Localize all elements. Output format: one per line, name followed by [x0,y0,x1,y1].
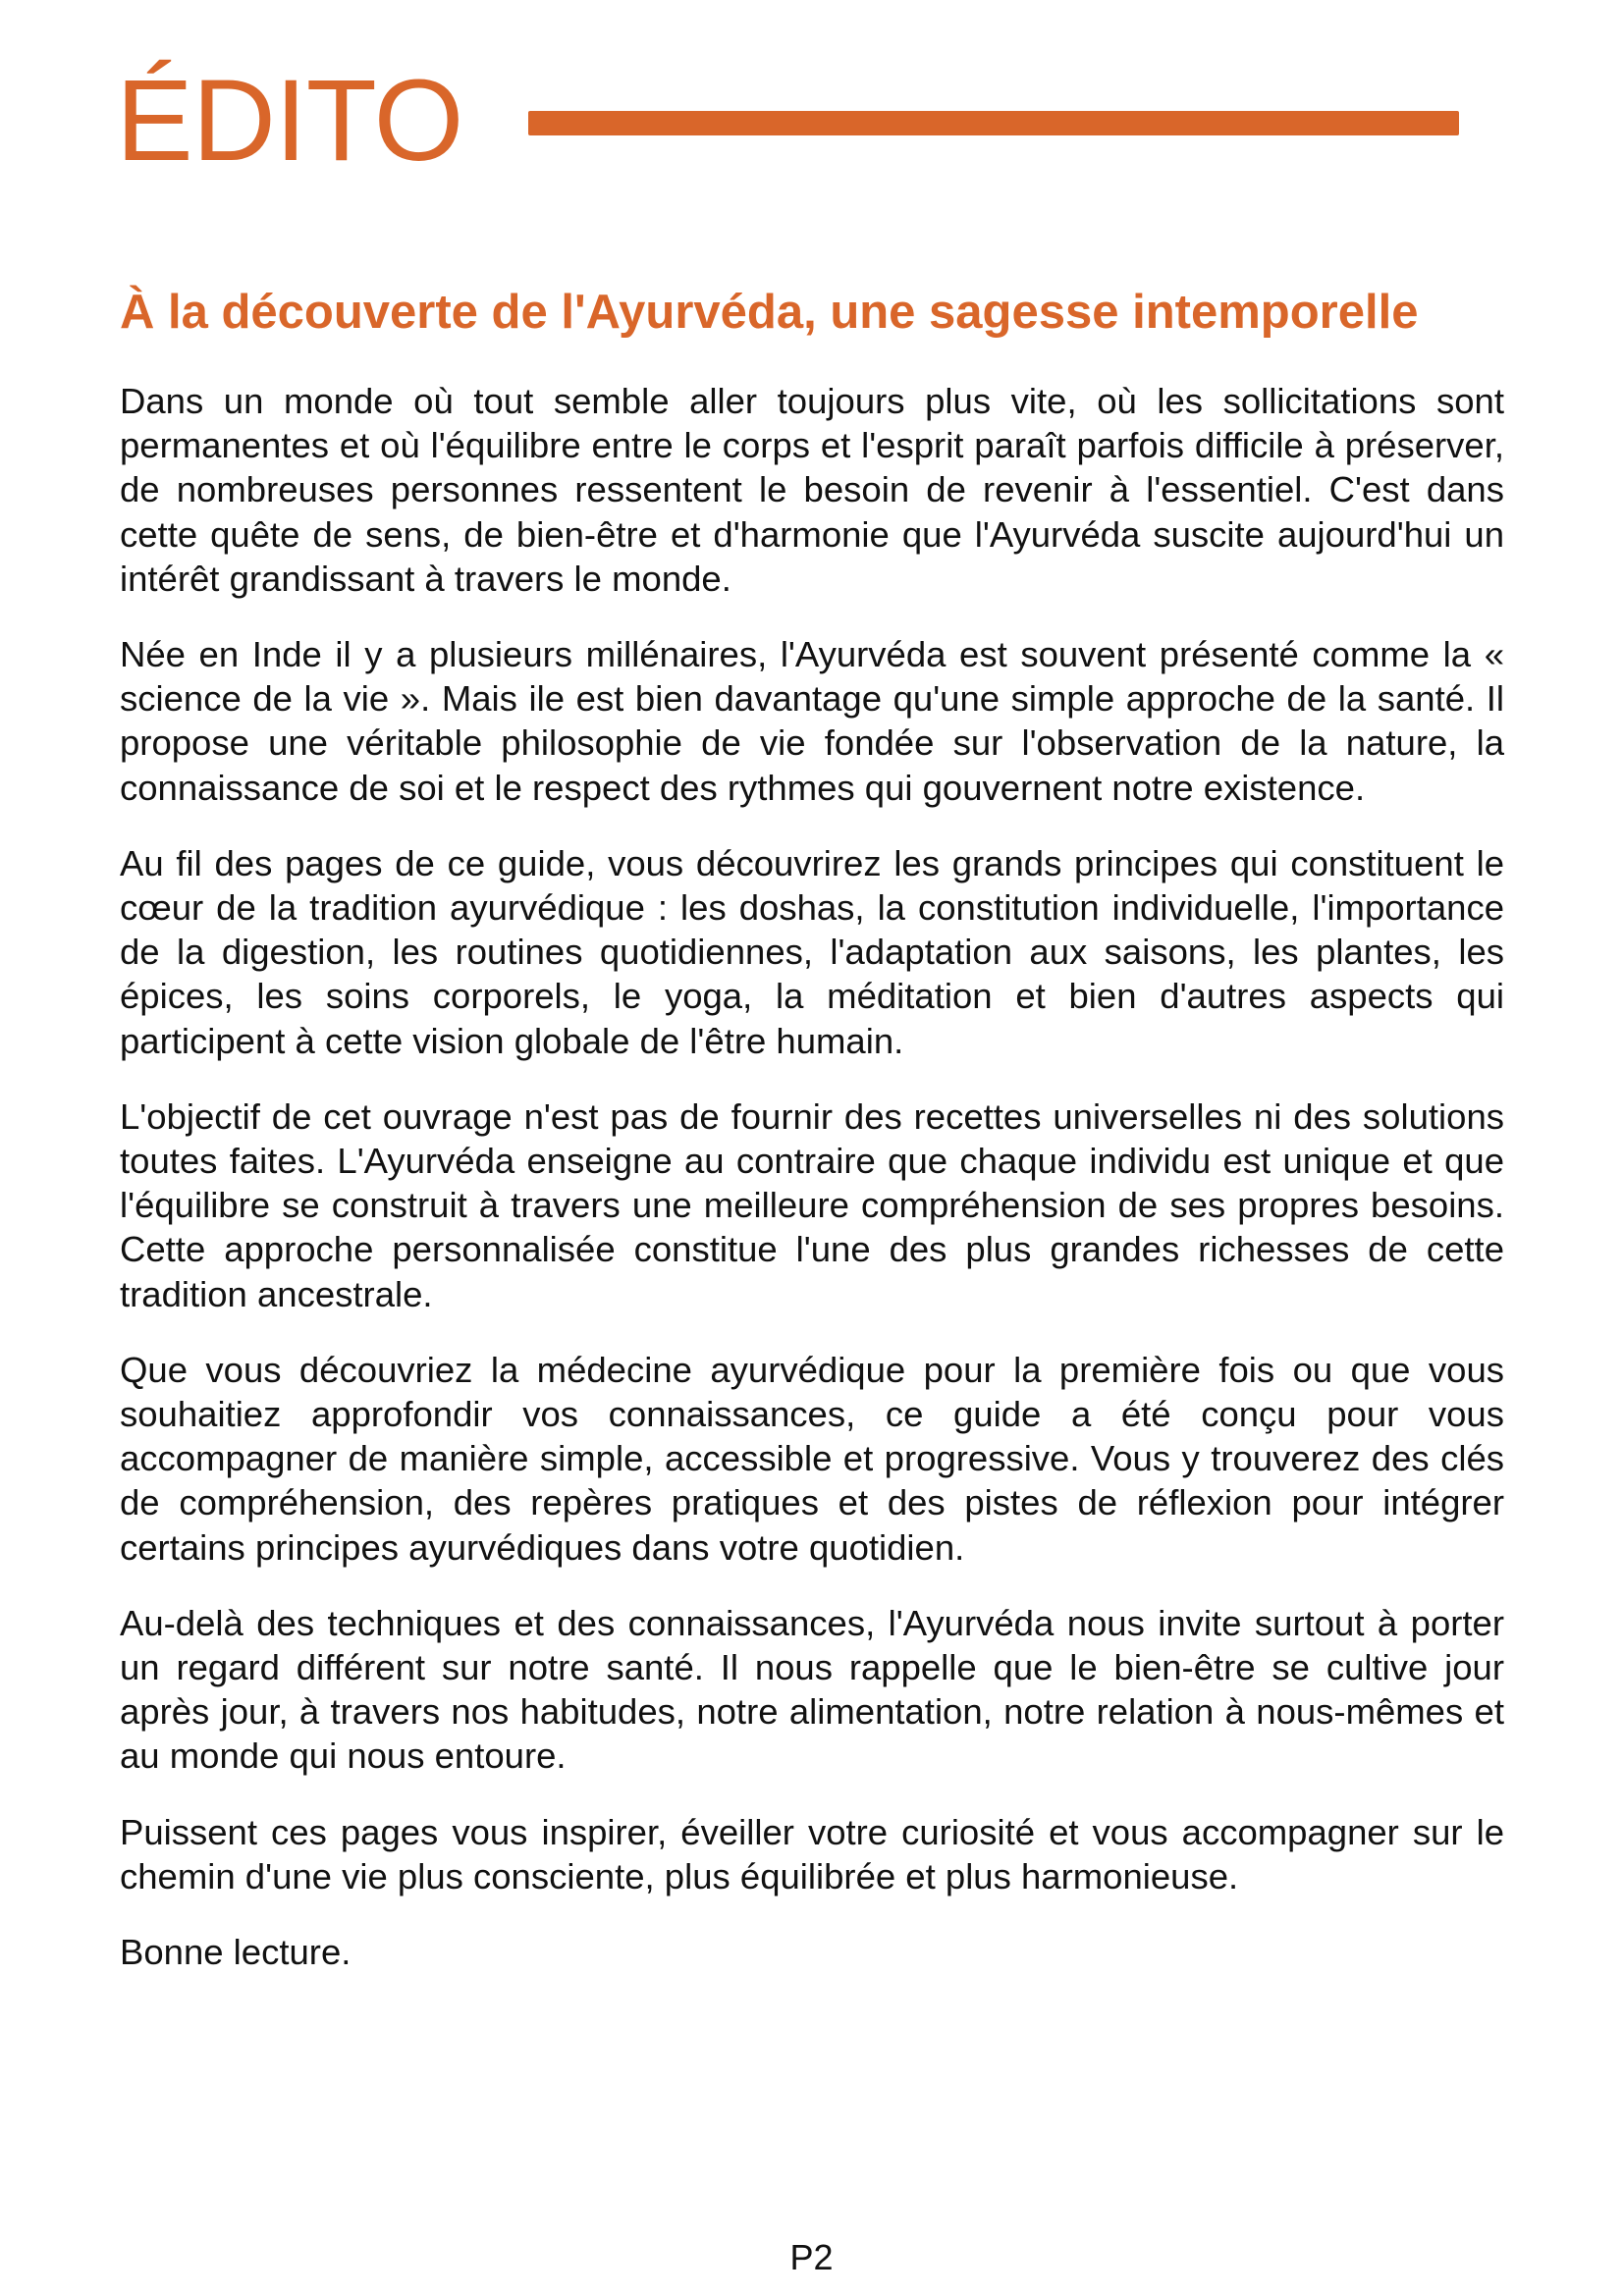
paragraph-intro: Dans un monde où tout semble aller toujours plus vite, où les sollicitations sont permanentes et où l'équilibre entre le corps et l'esprit paraît parfois difficile à préserver, de nombreuses personnes ressentent le besoin de revenir à l'essentiel. C'est dans cette quête de sens, de bien-être et d'harmonie que l'Ayurvéda suscite aujourd'hui un intérêt grandissant à travers le monde. [120,381,1504,599]
paragraph-guide-contents: Au fil des pages de ce guide, vous découvrirez les grands principes qui constituent le cœur de la tradition ayurvédique : les doshas, la constitution individuelle, l'importance de la digestion, les routines quotidiennes, l'adaptation aux saisons, les plantes, les épices, les soins corporels, le yoga, la méditation et bien d'autres aspects qui participent à cette vision globale de l'être humain. [120,842,1504,1061]
section-title: ÉDITO [116,56,463,186]
paragraph-objective: L'objectif de cet ouvrage n'est pas de fournir des recettes universelles ni des solutions toutes faites. L'Ayurvéda enseigne au contraire que chaque individu est unique et que l'équilibre se construit à travers une meilleure compréhension de ses propres besoins. Cette approche personnalisée constitue l'une des plus grandes richesses de cette tradition ancestrale. [120,1095,1504,1314]
paragraph-wellbeing: Au-delà des techniques et des connaissances, l'Ayurvéda nous invite surtout à porter un regard différent sur notre santé. Il nous rappelle que le bien-être se cultive jour après jour, à travers nos habitudes, notre alimentation, notre relation à nous-mêmes et au monde qui nous entoure. [120,1602,1504,1777]
paragraph-audience: Que vous découvriez la médecine ayurvédique pour la première fois ou que vous souhaitiez approfondir vos connaissances, ce guide a été conçu pour vous accompagner de manière simple, accessible et progressive. Vous y trouverez des clés de compréhension, des repères pratiques et des pistes de réflexion pour intégrer certains principes ayurvédiques dans votre quotidien. [120,1349,1504,1568]
page-number: P2 [789,2237,834,2277]
paragraph-closing: Bonne lecture. [120,1932,352,1973]
title-divider-bar [528,111,1459,135]
paragraph-wish: Puissent ces pages vous inspirer, éveiller votre curiosité et vous accompagner sur le chemin d'une vie plus consciente, plus équilibrée et plus harmonieuse. [120,1811,1504,1896]
article-body [120,283,1504,2005]
paragraph-origins: Née en Inde il y a plusieurs millénaires, l'Ayurvéda est souvent présenté comme la « science de la vie ». Mais ile est bien davantage qu'une simple approche de la santé. Il propose une véritable philosophie de vie fondée sur l'observation de la nature, la connaissance de soi et le respect des rythmes qui gouvernent notre existence. [120,634,1504,808]
article-headline: À la découverte de l'Ayurvéda, une sagesse intemporelle [120,286,1419,339]
